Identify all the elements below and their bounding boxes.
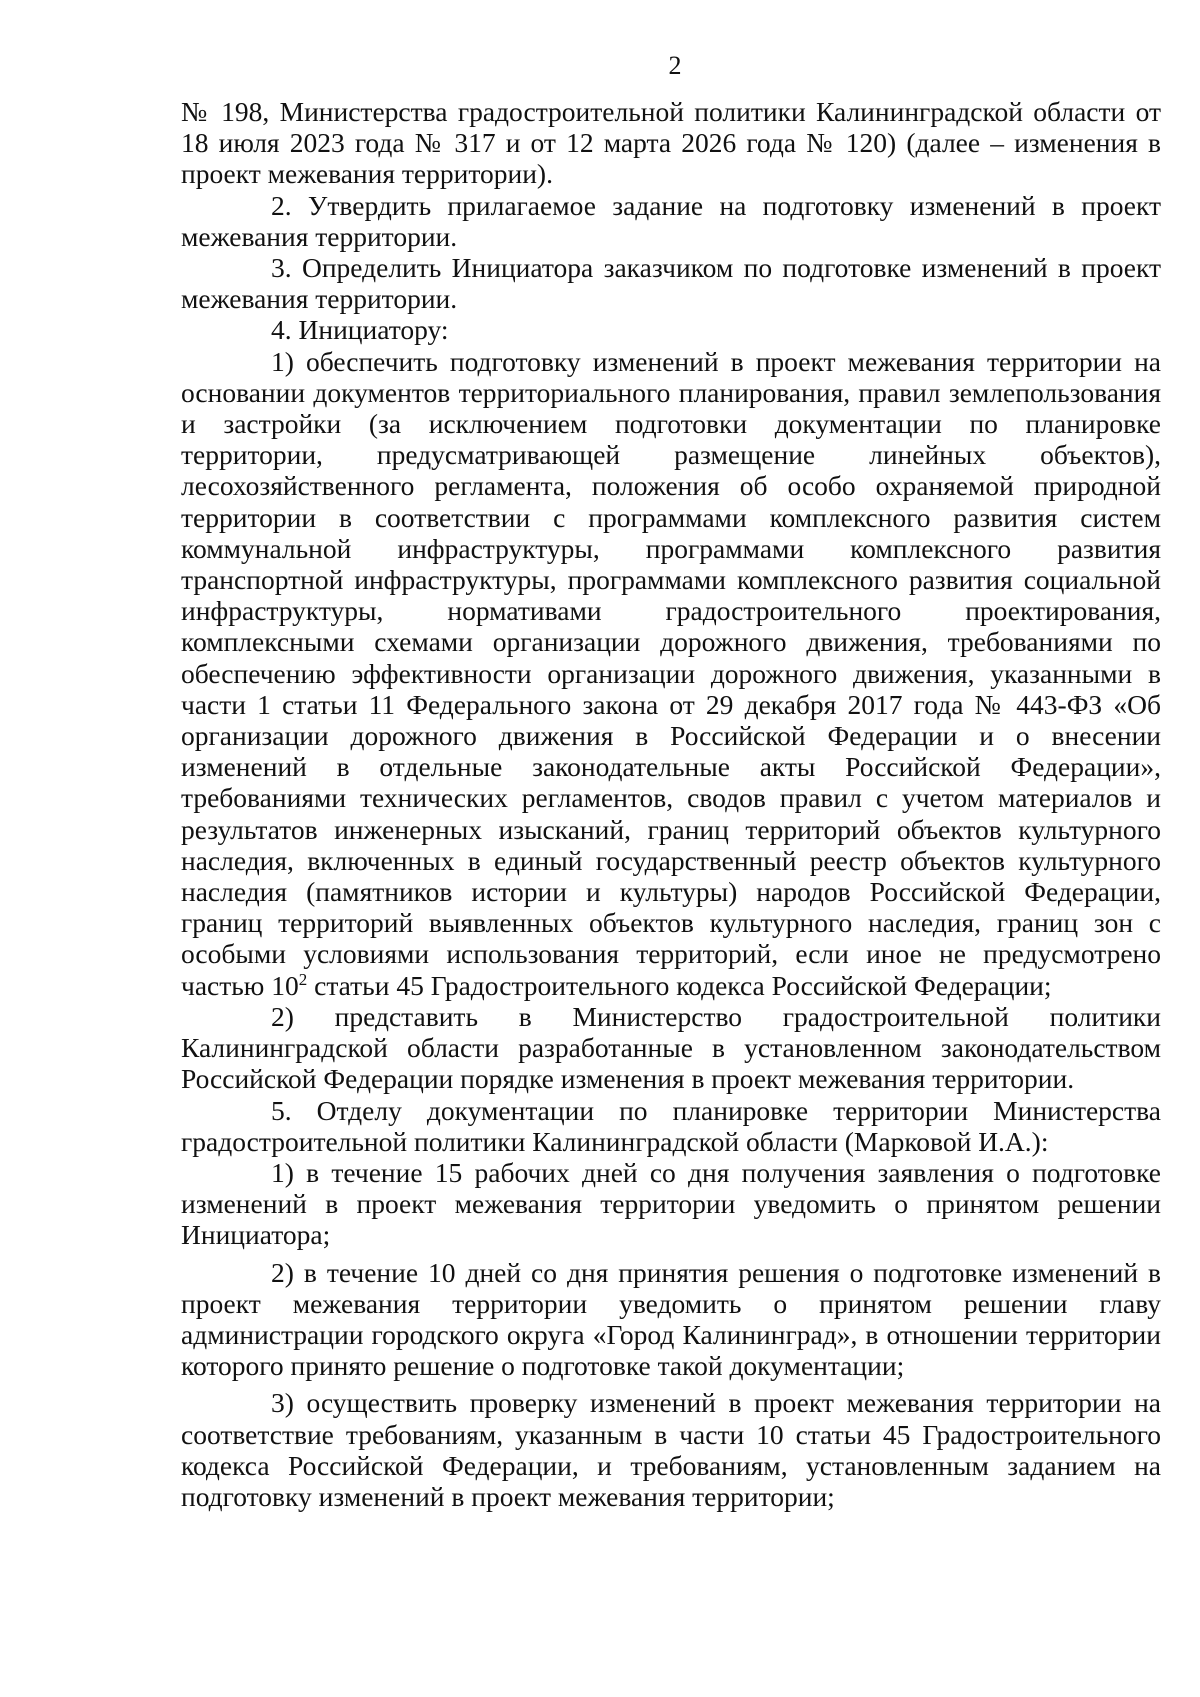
paragraph-item-4-1-tail: статьи 45 Градостроительного кодекса Российской Федерации; xyxy=(307,969,1052,1001)
superscript-index: 2 xyxy=(298,969,308,989)
paragraph-item-4: 4. Инициатору: xyxy=(271,314,449,346)
paragraph-item-4-1-text: 1) обеспечить подготовку изменений в проект межевания территории на основании документов территориального планирования, правил землепользования и застройки (за исключением подготовки документации по планировке территории, предусматривающей размещение линейных объектов), лесохозяйственного регламента, положения об особо охраняемой природной территории в соответствии с программами комплексного развития систем коммунальной инфраструктуры, программами комплексного развития транспортной инфраструктуры, программами комплексного развития социальной инфраструктуры, нормативами градостроительного проектирования, комплексными схемами организации дорожного движения, требованиями по обеспечению эффективности организации дорожного движения, указанными в части 1 статьи 11 Федерального закона от 29 декабря 2017 года № 443-ФЗ «Об организации дорожного движения в Российской Федерации и о внесении изменений в отдельные законодательные акты Российской Федерации», требованиями технических регламентов, сводов правил с учетом материалов и результатов инженерных изысканий, границ территорий объектов культурного наследия, включенных в единый государственный реестр объектов культурного наследия (памятников истории и культуры) народов Российской Федерации, границ территорий выявленных объектов культурного наследия, границ зон с особыми условиями использования территорий, если иное не предусмотрено частью 10 xyxy=(181,345,1161,1001)
paragraph-item-5-1: 1) в течение 15 рабочих дней со дня получения заявления о подготовке изменений в проект межевания территории уведомить о принятом решении Инициатора; xyxy=(181,1156,1161,1251)
paragraph-item-5: 5. Отделу документации по планировке территории Министерства градостроительной политики Калининградской области (Марковой И.А.): xyxy=(181,1094,1161,1157)
paragraph-item-4-2: 2) представить в Министерство градостроительной политики Калининградской области разработанные в установленном законодательством Российской Федерации порядке изменения в проект межевания территории. xyxy=(181,1000,1161,1095)
paragraph-item-3: 3. Определить Инициатора заказчиком по подготовке изменений в проект межевания территории. xyxy=(181,252,1161,315)
document-body xyxy=(181,96,1161,1512)
paragraph-item-4-1 xyxy=(181,346,1161,1001)
paragraph-item-5-2: 2) в течение 10 дней со дня принятия решения о подготовке изменений в проект межевания территории уведомить о принятом решении главу администрации городского округа «Город Калининград», в отношении территории которого принято решение о подготовке такой документации; xyxy=(181,1256,1161,1382)
paragraph-item-5-3: 3) осуществить проверку изменений в проект межевания территории на соответствие требованиям, указанным в части 10 статьи 45 Градостроительного кодекса Российской Федерации, и требованиям, установленным заданием на подготовку изменений в проект межевания территории; xyxy=(181,1387,1161,1512)
paragraph-intro: № 198, Министерства градостроительной политики Калининградской области от 18 июля 2023 года № 317 и от 12 марта 2026 года № 120) (далее – изменения в проект межевания территории). xyxy=(181,96,1161,190)
paragraph-item-2: 2. Утвердить прилагаемое задание на подготовку изменений в проект межевания территории. xyxy=(181,189,1161,252)
page-number: 2 xyxy=(668,51,682,80)
